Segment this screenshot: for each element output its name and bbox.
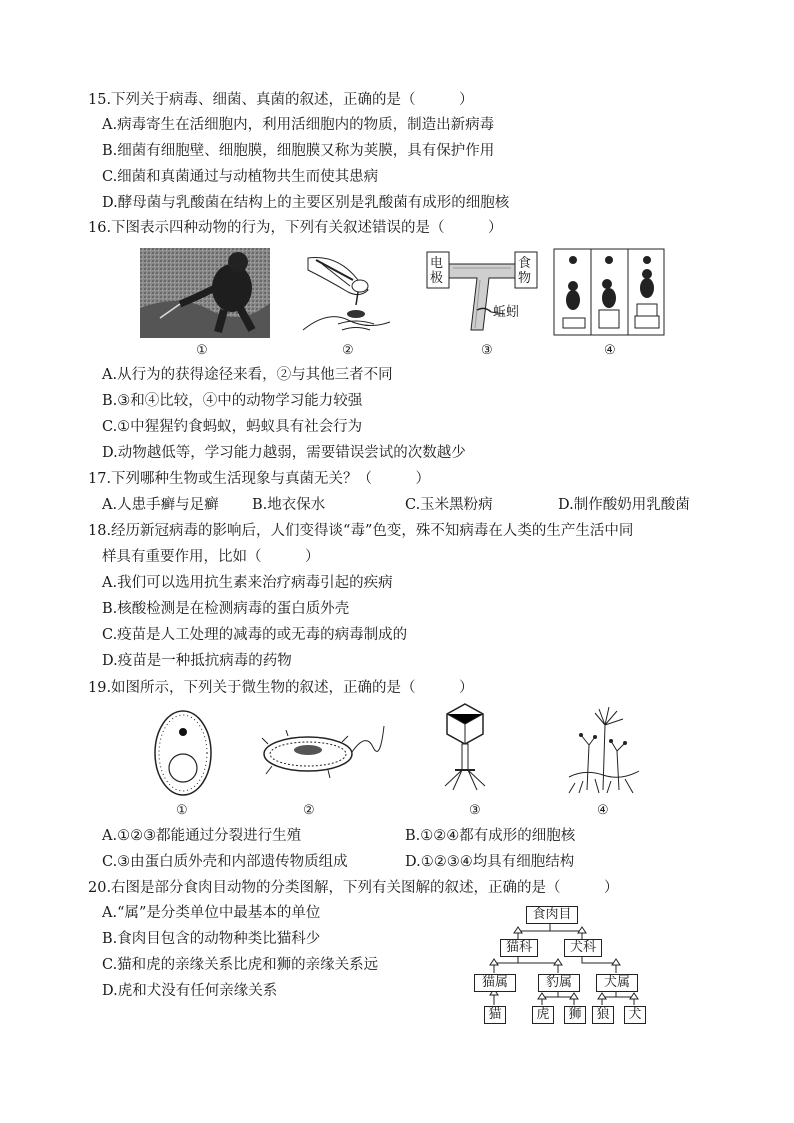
q16-fig-label-2: ② [342, 343, 354, 358]
q17-option-d: D.制作酸奶用乳酸菌 [558, 497, 690, 513]
mold-figure [565, 705, 643, 795]
q15-option-c: C.细菌和真菌通过与动植物共生而使其患病 [102, 169, 379, 185]
q16-option-d: D.动物越低等，学习能力越弱，需要错误尝试的次数越少 [102, 445, 466, 461]
taxonomy-order: 食肉目 [526, 906, 578, 924]
q20-option-d: D.虎和犬没有任何亲缘关系 [102, 983, 278, 999]
q18-option-c: C.疫苗是人工处理的减毒的或无毒的病毒制成的 [102, 627, 408, 643]
q17-option-c: C.玉米黑粉病 [405, 497, 493, 513]
q19-fig-label-3: ③ [469, 803, 481, 818]
taxonomy-genus-felis: 猫属 [474, 974, 516, 992]
q19-stem: 19.如图所示，下列关于微生物的叙述，正确的是（ ） [88, 680, 474, 696]
q19-fig-label-1: ① [176, 803, 188, 818]
taxonomy-genus-panthera: 豹属 [538, 974, 580, 992]
q15-option-d: D.酵母菌与乳酸菌在结构上的主要区别是乳酸菌有成形的细胞核 [102, 195, 510, 211]
q17-option-b: B.地衣保水 [252, 497, 326, 513]
q18-stem-line2: 样具有重要作用，比如（ ） [102, 549, 320, 565]
q16-fig-label-3: ③ [481, 343, 493, 358]
bacterium-figure [258, 722, 388, 784]
taxonomy-species-tiger: 虎 [532, 1006, 554, 1024]
q16-option-a: A.从行为的获得途径来看，②与其他三者不同 [102, 367, 393, 383]
q16-fig-label-4: ④ [604, 343, 616, 358]
taxonomy-species-wolf: 狼 [592, 1006, 614, 1024]
bacteriophage-figure [435, 702, 495, 792]
chimp-boxes-figure [553, 248, 665, 336]
q20-stem: 20.右图是部分食肉目动物的分类图解，下列有关图解的叙述，正确的是（ ） [88, 880, 619, 896]
q20-option-a: A.“属”是分类单位中最基本的单位 [102, 905, 321, 921]
taxonomy-diagram [470, 903, 650, 1028]
q16-option-c: C.①中猩猩钓食蚂蚁，蚂蚁具有社会行为 [102, 419, 363, 435]
taxonomy-family-dog: 犬科 [564, 939, 602, 957]
q16-fig-label-1: ① [196, 343, 208, 358]
q19-option-d: D.①②③④均具有细胞结构 [405, 854, 575, 870]
q17-option-a: A.人患手癣与足癣 [102, 497, 219, 513]
q15-option-b: B.细菌有细胞壁、细胞膜，细胞膜又称为荚膜，具有保护作用 [102, 143, 495, 159]
taxonomy-species-dog: 犬 [624, 1006, 646, 1024]
q15-option-a: A.病毒寄生在活细胞内，利用活细胞内的物质，制造出新病毒 [102, 117, 495, 133]
bird-feeding-fish-figure [298, 250, 393, 338]
q18-option-a: A.我们可以选用抗生素来治疗病毒引起的疾病 [102, 575, 393, 591]
q20-option-b: B.食肉目包含的动物种类比猫科少 [102, 931, 321, 947]
q17-stem: 17.下列哪种生物或生活现象与真菌无关？（ ） [88, 471, 431, 487]
taxonomy-family-cat: 猫科 [500, 939, 538, 957]
electrode-label: 电极 [430, 256, 444, 286]
q18-stem-line1: 18.经历新冠病毒的影响后，人们变得谈“毒”色变，殊不知病毒在人类的生产生活中同 [88, 523, 634, 539]
q16-option-b: B.③和④比较，④中的动物学习能力较强 [102, 393, 363, 409]
q15-stem: 15.下列关于病毒、细菌、真菌的叙述，正确的是（ ） [88, 92, 474, 108]
q19-option-c: C.③由蛋白质外壳和内部遗传物质组成 [102, 854, 348, 870]
q20-option-c: C.猫和虎的亲缘关系比虎和狮的亲缘关系远 [102, 957, 379, 973]
taxonomy-genus-canis: 犬属 [596, 974, 638, 992]
chimp-photo-figure [140, 248, 270, 338]
q19-fig-label-2: ② [303, 803, 315, 818]
taxonomy-species-cat: 猫 [484, 1006, 506, 1024]
taxonomy-species-lion: 狮 [564, 1006, 586, 1024]
q18-option-b: B.核酸检测是在检测病毒的蛋白质外壳 [102, 601, 350, 617]
q19-option-b: B.①②④都有成形的细胞核 [405, 828, 576, 844]
q19-option-a: A.①②③都能通过分裂进行生殖 [102, 828, 302, 844]
food-label: 食物 [518, 256, 532, 286]
earthworm-label: 蚯蚓 [493, 305, 520, 320]
q18-option-d: D.疫苗是一种抵抗病毒的药物 [102, 653, 292, 669]
q19-fig-label-4: ④ [597, 803, 609, 818]
q16-stem: 16.下图表示四种动物的行为，下列有关叙述错误的是（ ） [88, 220, 503, 236]
yeast-cell-figure [152, 708, 214, 798]
